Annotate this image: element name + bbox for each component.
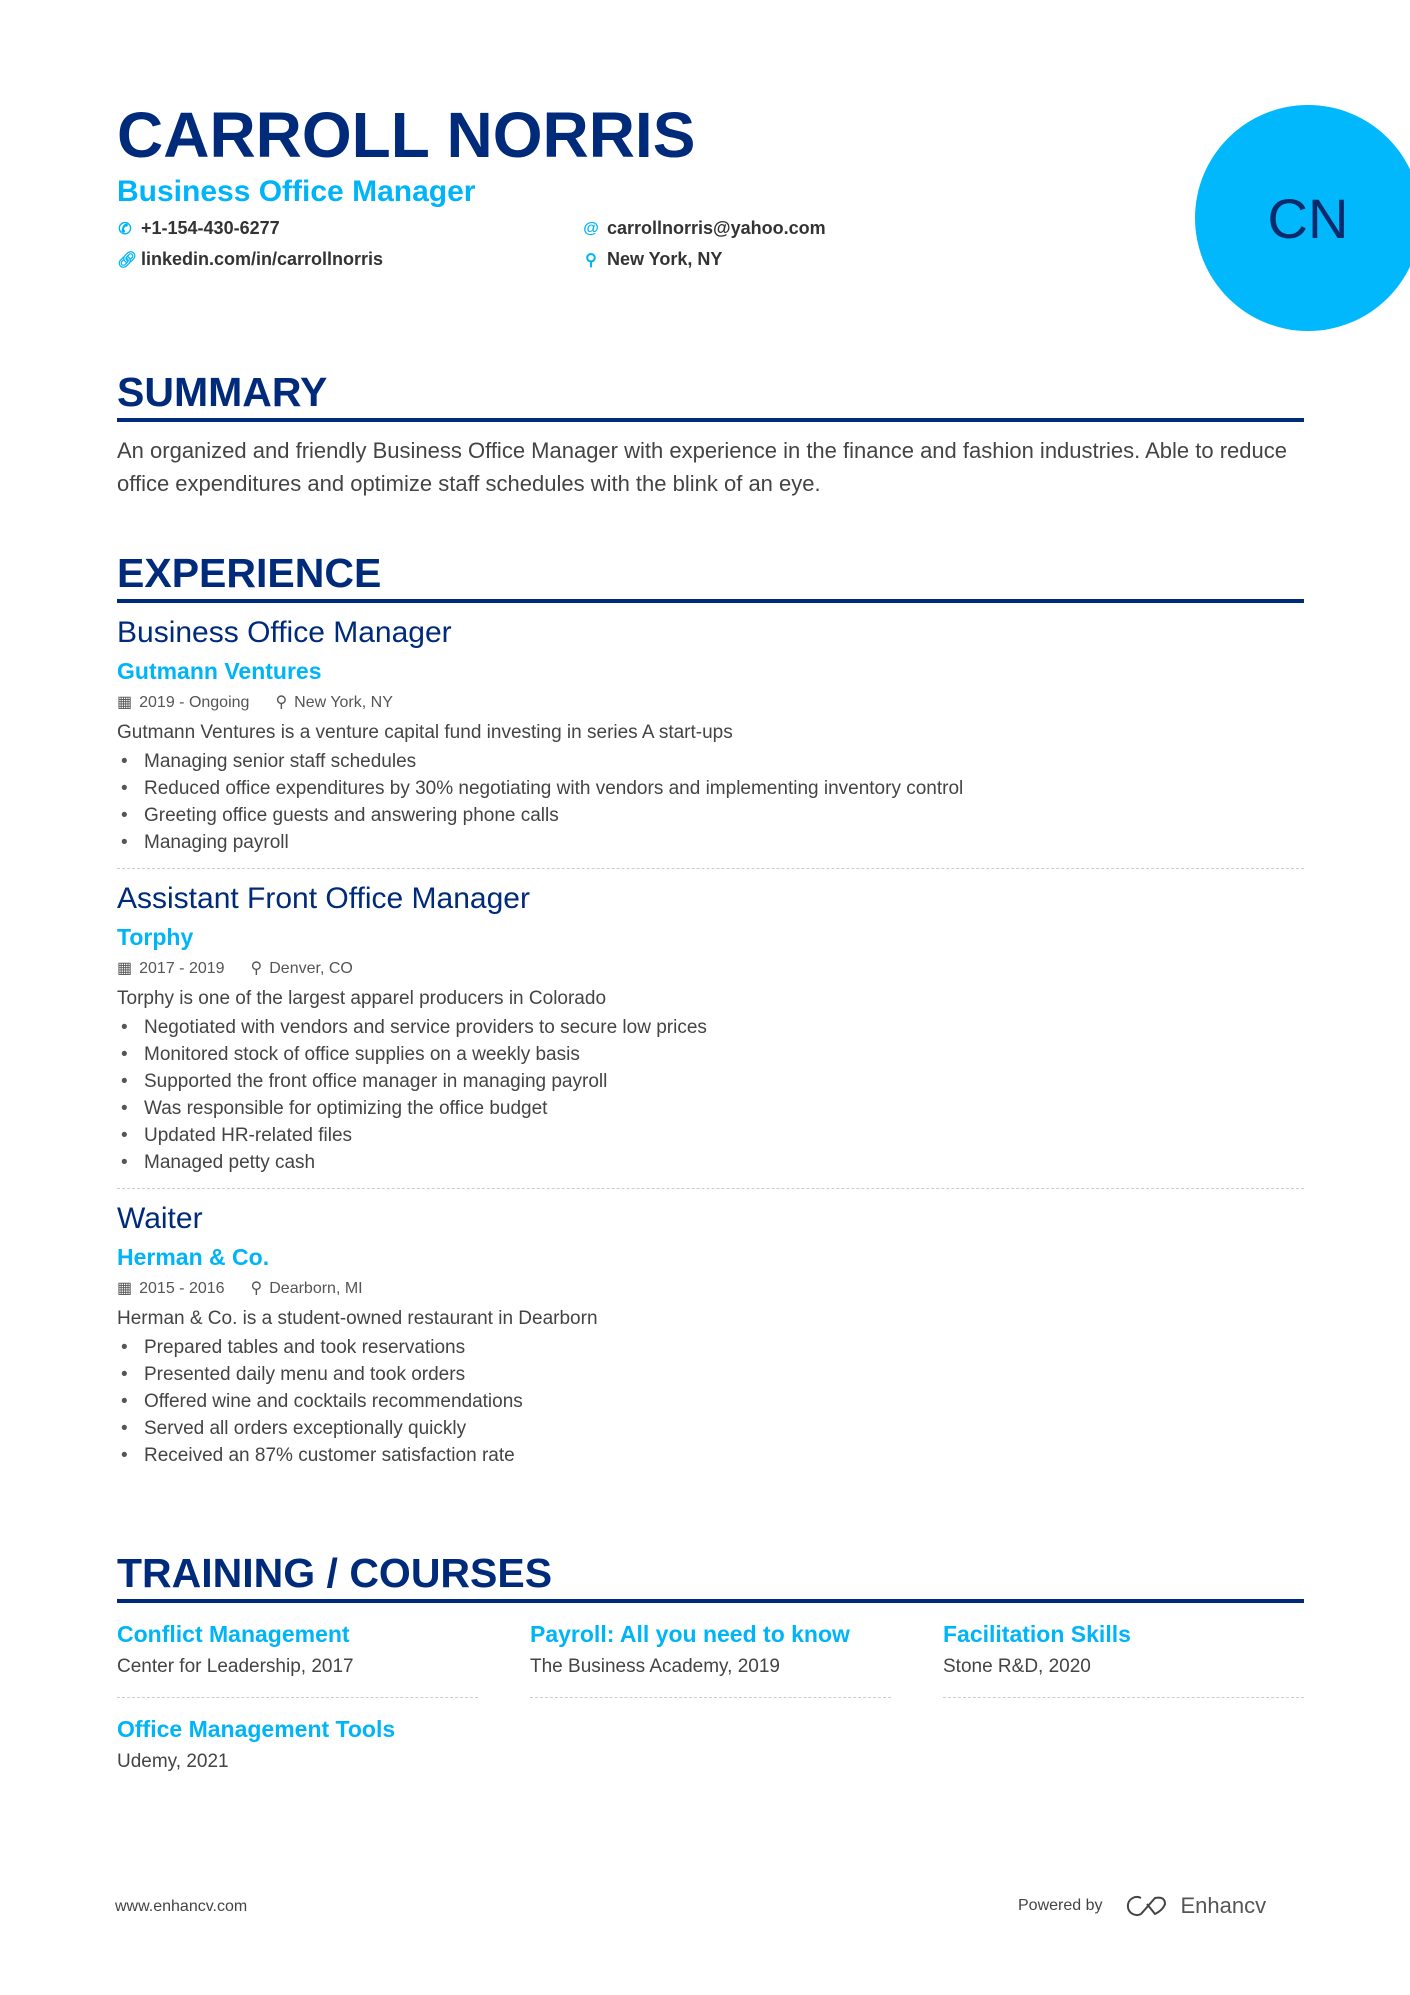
location-text: New York, NY (607, 249, 723, 269)
course-item (530, 1617, 891, 1698)
course-title: Office Management Tools (117, 1716, 396, 1742)
email-link[interactable]: carrollnorris@yahoo.com (607, 218, 826, 238)
experience-heading: EXPERIENCE (117, 549, 1304, 603)
location-pin-icon: ⚲ (585, 251, 597, 269)
job-bullet: • Updated HR-related files (117, 1122, 1304, 1149)
avatar: CN (1195, 105, 1410, 331)
linkedin-link[interactable]: linkedin.com/in/carrollnorris (141, 249, 384, 269)
candidate-name: CARROLL NORRIS (117, 99, 696, 171)
powered-by-text: Powered by (1018, 1897, 1103, 1914)
job-bullet: • Greeting office guests and answering phone calls (117, 802, 1304, 829)
job-bullet: • Monitored stock of office supplies on a weekly basis (117, 1041, 1304, 1068)
job-location-text: New York, NY (294, 694, 393, 711)
location-pin-icon: ⚲ (275, 694, 288, 711)
job-dates-text: 2019 - Ongoing (139, 694, 250, 711)
job-bullets (117, 748, 1304, 856)
contact-location (583, 249, 722, 270)
job-bullet: • Prepared tables and took reservations (117, 1334, 1304, 1361)
job-dates (117, 689, 249, 717)
job-company: Herman & Co. (117, 1244, 270, 1270)
phone-text: +1-154-430-6277 (141, 218, 280, 238)
job-location (251, 955, 353, 983)
job-bullet: • Managing senior staff schedules (117, 748, 1304, 775)
course-item (117, 1617, 478, 1698)
job-meta (117, 1275, 1304, 1303)
job-bullets (117, 1334, 1304, 1469)
job-company: Gutmann Ventures (117, 658, 322, 684)
calendar-icon: ▦ (117, 960, 133, 977)
calendar-icon: ▦ (117, 694, 133, 711)
job-bullet: • Negotiated with vendors and service providers to secure low prices (117, 1014, 1304, 1041)
job-bullet: • Reduced office expenditures by 30% negotiating with vendors and implementing inventory control (117, 775, 1304, 802)
job-bullet: • Presented daily menu and took orders (117, 1361, 1304, 1388)
course-subtitle: Udemy, 2021 (117, 1751, 229, 1772)
course-title: Facilitation Skills (943, 1621, 1131, 1647)
summary-heading: SUMMARY (117, 368, 1304, 422)
job-bullets (117, 1014, 1304, 1176)
enhancv-logo-icon (1125, 1894, 1171, 1918)
job-title: Waiter (117, 1202, 203, 1235)
experience-section (117, 549, 1304, 1469)
course-subtitle: Stone R&D, 2020 (943, 1656, 1091, 1677)
contact-linkedin[interactable] (117, 249, 383, 270)
course-title: Conflict Management (117, 1621, 350, 1647)
contact-email[interactable] (583, 218, 826, 239)
job-location-text: Denver, CO (269, 960, 353, 977)
job-meta (117, 689, 1304, 717)
job-bullet: • Managed petty cash (117, 1149, 1304, 1176)
calendar-icon: ▦ (117, 1280, 133, 1297)
enhancv-brand: Enhancv (1180, 1893, 1267, 1918)
location-pin-icon: ⚲ (250, 1280, 263, 1297)
job-bullet: • Supported the front office manager in managing payroll (117, 1068, 1304, 1095)
job-bullet: • Received an 87% customer satisfaction rate (117, 1442, 1304, 1469)
job-description: Gutmann Ventures is a venture capital fund investing in series A start-ups (117, 722, 733, 743)
job-description: Torphy is one of the largest apparel producers in Colorado (117, 988, 607, 1009)
job-entry (117, 1189, 1304, 1469)
training-heading: TRAINING / COURSES (117, 1549, 1304, 1603)
at-icon: @ (583, 219, 599, 237)
job-dates (117, 1275, 225, 1303)
job-entry (117, 603, 1304, 869)
job-bullet: • Was responsible for optimizing the office budget (117, 1095, 1304, 1122)
job-title: Assistant Front Office Manager (117, 882, 530, 915)
job-location (275, 689, 392, 717)
job-company: Torphy (117, 924, 194, 950)
link-icon: 🔗︎ (117, 251, 138, 269)
job-dates-text: 2015 - 2016 (139, 1280, 225, 1297)
job-bullet: • Managing payroll (117, 829, 1304, 856)
course-item (943, 1617, 1304, 1698)
course-subtitle: Center for Leadership, 2017 (117, 1656, 354, 1677)
contact-phone (117, 218, 280, 239)
powered-by (1018, 1893, 1266, 1919)
course-item (117, 1712, 478, 1792)
website-link[interactable]: www.enhancv.com (115, 1898, 248, 1915)
summary-section (117, 368, 1304, 500)
summary-text: An organized and friendly Business Office Manager with experience in the finance and fashion industries. Able to reduce office expenditures and optimize staff schedules with the blink of an eye. (117, 438, 1287, 496)
job-bullet: • Served all orders exceptionally quickly (117, 1415, 1304, 1442)
enhancv-logo[interactable] (1125, 1893, 1267, 1919)
training-section (117, 1549, 1304, 1806)
candidate-title: Business Office Manager (117, 175, 476, 208)
job-dates-text: 2017 - 2019 (139, 960, 225, 977)
job-location (251, 1275, 363, 1303)
job-dates (117, 955, 225, 983)
job-meta (117, 955, 1304, 983)
job-description: Herman & Co. is a student-owned restaurant in Dearborn (117, 1308, 598, 1329)
phone-icon: ✆ (118, 220, 132, 238)
course-title: Payroll: All you need to know (530, 1621, 850, 1647)
course-subtitle: The Business Academy, 2019 (530, 1656, 780, 1677)
job-bullet: • Offered wine and cocktails recommendations (117, 1388, 1304, 1415)
location-pin-icon: ⚲ (250, 960, 263, 977)
job-location-text: Dearborn, MI (269, 1280, 363, 1297)
job-entry (117, 869, 1304, 1189)
job-title: Business Office Manager (117, 616, 452, 649)
